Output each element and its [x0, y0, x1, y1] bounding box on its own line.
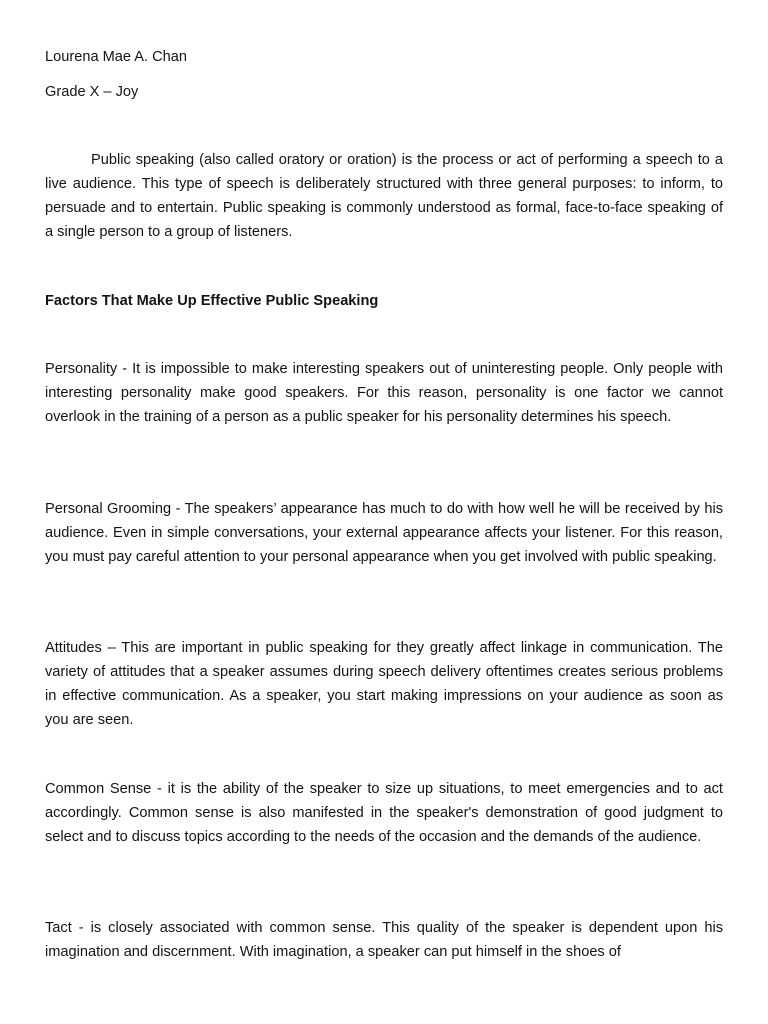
grade-section: Grade X – Joy	[45, 84, 139, 100]
paragraph-attitudes: Attitudes – This are important in public speaking for they greatly affect linkage in communication. The variety of attitudes that a speaker assumes during speech delivery oftentimes creates serious problems in effective communication. As a speaker, you start making impressions on your audience as soon as you are seen.	[45, 640, 723, 728]
paragraph-tact: Tact - is closely associated with common sense. This quality of the speaker is dependent upon his imagination and discernment. With imagination, a speaker can put himself in the shoes of	[45, 920, 723, 960]
paragraph-personal-grooming: Personal Grooming - The speakers’ appearance has much to do with how well he will be received by his audience. Even in simple conversations, your external appearance affects your listener. For this reason, you must pay careful attention to your personal appearance when you get involved with public speaking.	[45, 501, 723, 565]
paragraph-common-sense: Common Sense - it is the ability of the speaker to size up situations, to meet emergencies and to act accordingly. Common sense is also manifested in the speaker's demonstration of good judgment to select and to discuss topics according to the needs of the occasion and the demands of the audience.	[45, 781, 723, 845]
author-name: Lourena Mae A. Chan	[45, 49, 187, 65]
intro-paragraph: Public speaking (also called oratory or oration) is the process or act of performing a speech to a live audience. This type of speech is deliberately structured with three general purposes: to inform, to persuade and to entertain. Public speaking is commonly understood as formal, face-to-face speaking of a single person to a group of listeners.	[45, 152, 723, 240]
paragraph-personality: Personality - It is impossible to make interesting speakers out of uninteresting people. Only people with interesting personality make good speakers. For this reason, personality is one factor we cannot overlook in the training of a person as a public speaker for his personality determines his speech.	[45, 361, 723, 425]
section-heading: Factors That Make Up Effective Public Speaking	[45, 293, 379, 309]
